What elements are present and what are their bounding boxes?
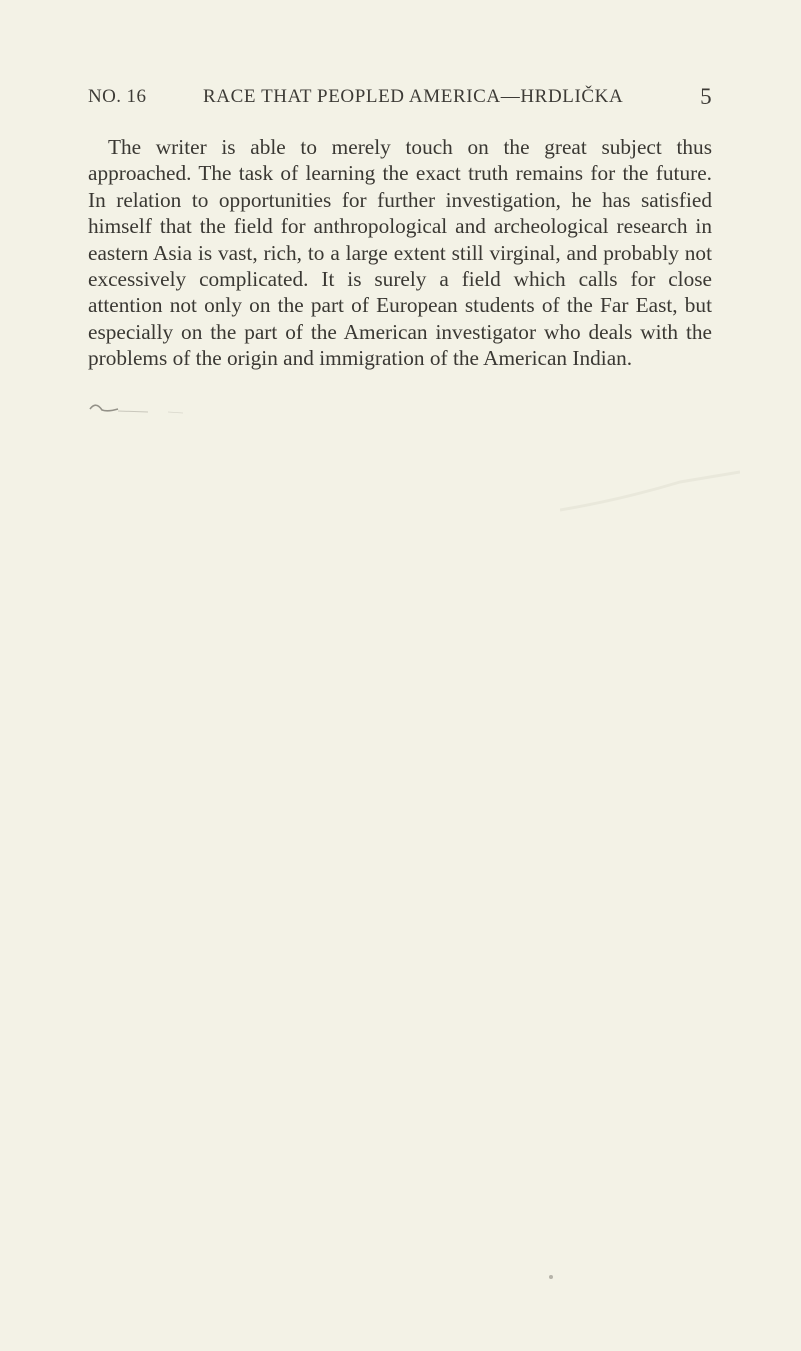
series-number: NO. 16 (88, 86, 147, 107)
paper-speck (549, 1275, 553, 1279)
running-head (88, 86, 712, 116)
running-title: RACE THAT PEOPLED AMERICA—HRDLIČKA (203, 86, 624, 107)
page-number: 5 (700, 84, 712, 109)
paper-crease (560, 470, 740, 530)
ink-smudge (88, 397, 208, 417)
body-paragraph: The writer is able to merely touch on the great subject thus approached. The task of learning the exact truth remains for the future. In relation to opportunities for further investigation, he has satisfied himself that the field for anthropological and archeological research in eastern Asia is vast, rich, to a large extent still virginal, and probably not excessively complicated. It is surely a field which calls for close attention not only on the part of European students of the Far East, but especially on the part of the American investigator who deals with the problems of the origin and immigration of the American Indian. (88, 135, 712, 371)
